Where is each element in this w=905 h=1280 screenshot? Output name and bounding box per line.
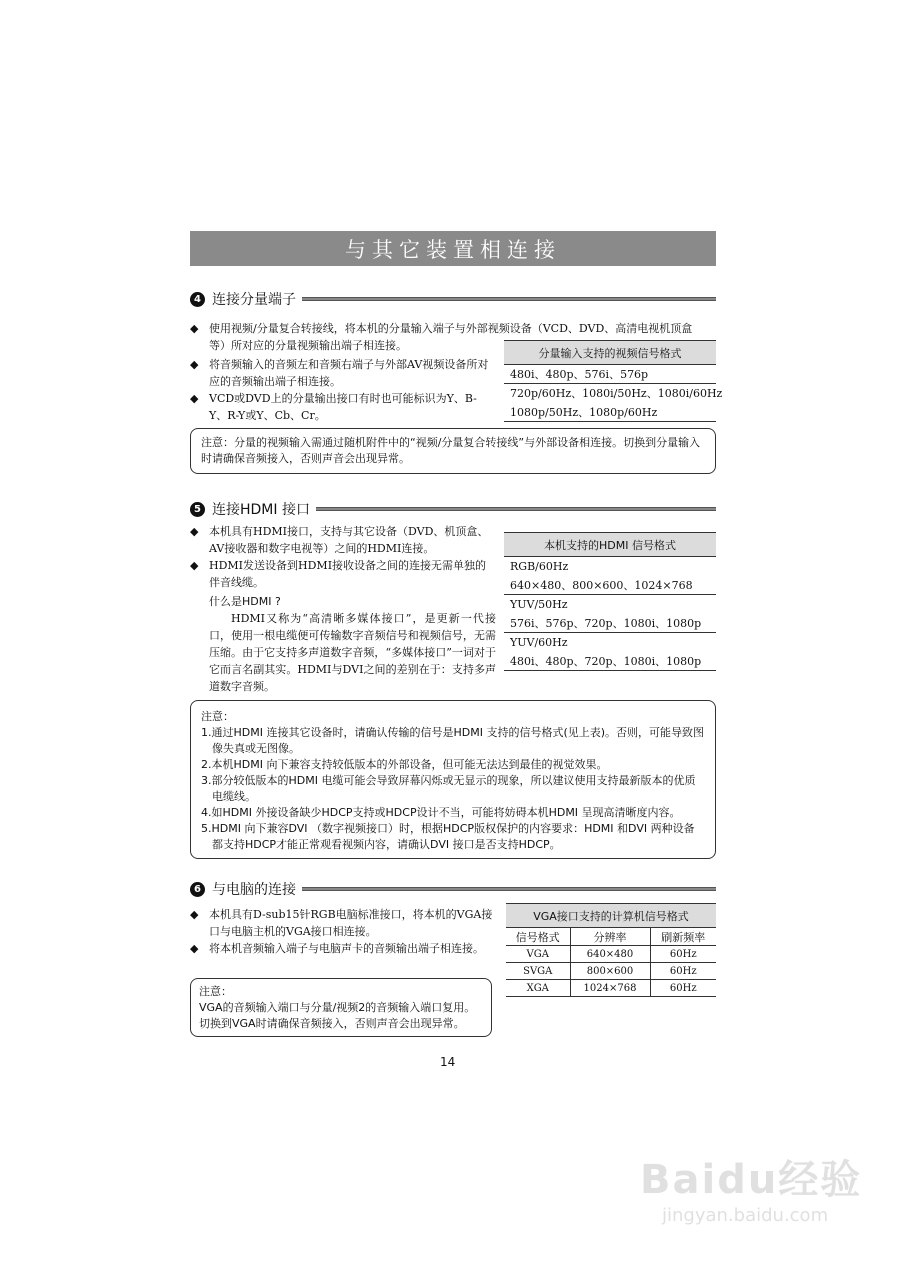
table-row: VGA 640×480 60Hz	[506, 946, 716, 963]
section-number: 6	[190, 882, 205, 897]
section-title: 与电脑的连接	[212, 882, 296, 898]
page-number: 14	[440, 1055, 456, 1069]
hdmi-format-table	[504, 532, 716, 671]
section-number: 4	[190, 292, 205, 307]
section-rule	[316, 507, 716, 511]
table-row: 480i、480p、720p、1080i、1080p	[504, 652, 716, 671]
hdmi-description: HDMI又称为“高清晰多媒体接口”，是更新一代接口，使用一根电缆便可传输数字音频信号和视频信号，无需压缩。由于它支持多声道数字音频，“多媒体接口”一词对于它而言名副其实。HDMI与DVI之间的差别在于：支持多声道数字音频。	[209, 612, 496, 693]
watermark-brand: Baidu经验	[640, 1157, 863, 1203]
diamond-bullet-icon: ◆	[190, 942, 199, 955]
diamond-bullet-icon: ◆	[190, 559, 199, 572]
section-rule	[302, 297, 716, 301]
component-format-table	[504, 340, 723, 422]
table-row: 640×480、800×600、1024×768	[504, 576, 716, 595]
page-title: 与其它装置相连接	[190, 231, 716, 266]
table-row: YUV/60Hz	[510, 636, 568, 649]
list-item: ◆ 将本机音频输入端子与电脑声卡的音频输出端子相连接。	[190, 942, 484, 955]
watermark-url: jingyan.baidu.com	[662, 1205, 829, 1226]
table-caption: 本机支持的HDMI 信号格式	[504, 532, 716, 557]
diamond-bullet-icon: ◆	[190, 525, 199, 538]
hdmi-subheading: 什么是HDMI ?	[209, 595, 281, 608]
section6-note-box	[190, 978, 492, 1037]
list-item: ◆ 使用视频/分量复合转接线，将本机的分量输入端子与外部视频设备（VCD、DVD、高清电视机顶盒等）所对应的分量视频输出端子相连接。	[190, 322, 693, 352]
table-row: 480i、480p、576i、576p	[504, 365, 716, 384]
table-row: 1080p/50Hz、1080p/60Hz	[504, 403, 716, 422]
section4-bullet-list-2	[190, 356, 490, 424]
column-header: 刷新频率	[650, 928, 716, 946]
list-item: ◆ HDMI发送设备到HDMI接收设备之间的连接无需单独的伴音线缆。	[190, 559, 487, 589]
section-header-component	[190, 499, 716, 519]
baidu-watermark	[640, 1148, 870, 1248]
table-caption: VGA接口支持的计算机信号格式	[506, 904, 716, 928]
table-caption: 分量输入支持的视频信号格式	[504, 340, 716, 365]
section4-note-box	[190, 428, 716, 474]
section5-bullet-list	[190, 523, 496, 695]
table-row: SVGA 800×600 60Hz	[506, 963, 716, 980]
diamond-bullet-icon: ◆	[190, 322, 199, 335]
section-title: 连接HDMI 接口	[212, 502, 310, 518]
diamond-bullet-icon: ◆	[190, 392, 199, 405]
diamond-bullet-icon: ◆	[190, 908, 199, 921]
note-item: 1.通过HDMI 连接其它设备时，请确认传输的信号是HDMI 支持的信号格式(见上表)。否则，可能导致图像失真或无图像。	[201, 726, 705, 755]
note-item: 2.本机HDMI 向下兼容支持较低版本的外部设备，但可能无法达到最佳的视觉效果。	[201, 758, 608, 771]
section5-note-box	[190, 700, 716, 859]
note-item: 4.如HDMI 外接设备缺少HDCP支持或HDCP设计不当，可能将妨碍本机HDMI 呈现高清晰度内容。	[201, 806, 681, 819]
section-header-component	[190, 289, 716, 309]
note-text: 注意：分量的视频输入需通过随机附件中的“视频/分量复合转接线”与外部设备相连接。切换到分量输入时请确保音频接入，否则声音会出现异常。	[201, 436, 701, 465]
table-row: 576i、576p、720p、1080i、1080p	[504, 614, 716, 633]
diamond-bullet-icon: ◆	[190, 358, 199, 371]
column-header: 信号格式	[506, 928, 570, 946]
section-title: 连接分量端子	[212, 292, 296, 308]
note-title: 注意：	[201, 710, 234, 723]
note-item: 5.HDMI 向下兼容DVI （数字视频接口）时，根据HDCP版权保护的内容要求：HDMI 和DVI 两种设备都支持HDCP才能正常观看视频内容，请确认DVI 接口是否支持HDCP。	[201, 822, 695, 851]
section-number: 5	[190, 502, 205, 517]
section-rule	[302, 887, 716, 891]
list-item: ◆ 本机具有HDMI接口，支持与其它设备（DVD、机顶盒、AV接收器和数字电视等）之间的HDMI连接。	[190, 525, 489, 555]
list-item: ◆ VCD或DVD上的分量输出接口有时也可能标识为Y、B-Y、R-Y或Y、Cb、Cr。	[190, 392, 477, 422]
table-row: RGB/60Hz	[510, 560, 569, 573]
vga-format-table	[506, 903, 716, 997]
table-row: 720p/60Hz、1080i/50Hz、1080i/60Hz	[510, 387, 723, 400]
table-row: XGA 1024×768 60Hz	[506, 980, 716, 997]
section-header-component	[190, 879, 716, 899]
note-item: 3.部分较低版本的HDMI 电缆可能会导致屏幕闪烁或无显示的现象，所以建议使用支持最新版本的优质电缆线。	[201, 774, 696, 803]
note-title: 注意：	[199, 985, 232, 998]
list-item: ◆ 本机具有D-sub15针RGB电脑标准接口，将本机的VGA接口与电脑主机的VGA接口相连接。	[190, 908, 493, 938]
note-text: VGA的音频输入端口与分量/视频2的音频输入端口复用。切换到VGA时请确保音频接入，否则声音会出现异常。	[199, 1001, 476, 1030]
section6-bullet-list	[190, 906, 496, 957]
list-item: ◆ 将音频输入的音频左和音频右端子与外部AV视频设备所对应的音频输出端子相连接。	[190, 358, 489, 388]
table-row: YUV/50Hz	[510, 598, 568, 611]
column-header: 分辨率	[570, 928, 650, 946]
